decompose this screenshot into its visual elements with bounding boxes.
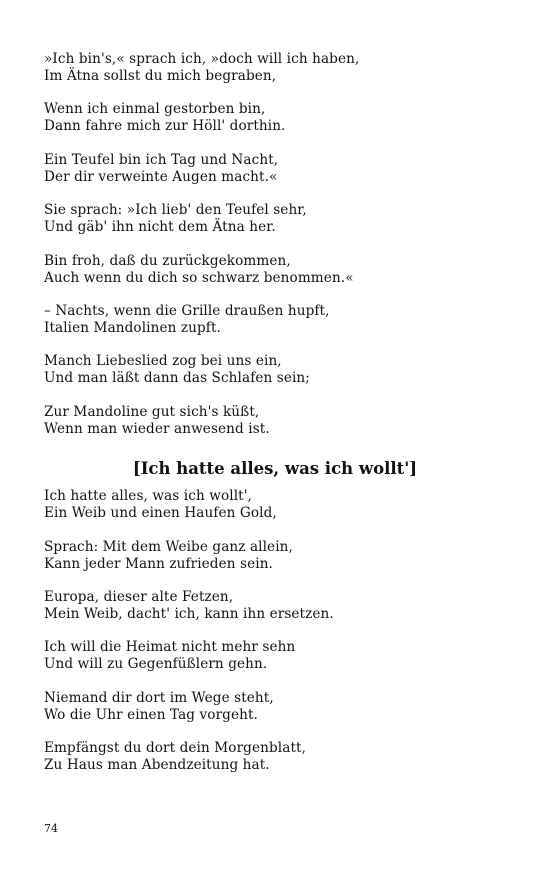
verse-line: Ein Weib und einen Haufen Gold,	[44, 505, 277, 521]
verse-line: Kann jeder Mann zufrieden sein.	[44, 556, 273, 572]
verse-line: Manch Liebeslied zog bei uns ein,	[44, 353, 282, 369]
verse-line: Ich hatte alles, was ich wollt',	[44, 488, 252, 504]
verse-line: Italien Mandolinen zupft.	[44, 320, 221, 336]
verse-line: Zu Haus man Abendzeitung hat.	[44, 757, 270, 773]
verse-line: Mein Weib, dacht' ich, kann ihn ersetzen.	[44, 606, 334, 622]
verse-line: Der dir verweinte Augen macht.«	[44, 169, 278, 185]
verse-line: Empfängst du dort dein Morgenblatt,	[44, 740, 306, 756]
verse-line: Und man läßt dann das Schlafen sein;	[44, 370, 310, 386]
verse-line: Im Ätna sollst du mich begraben,	[44, 68, 277, 84]
verse-line: – Nachts, wenn die Grille draußen hupft,	[44, 303, 330, 319]
poem-title: [Ich hatte alles, was ich wollt']	[132, 459, 418, 478]
verse-line: Bin froh, daß du zurückgekommen,	[44, 253, 291, 269]
verse-line: Auch wenn du dich so schwarz benommen.«	[44, 270, 354, 286]
verse-line: Ein Teufel bin ich Tag und Nacht,	[44, 152, 279, 168]
verse-line: Sie sprach: »Ich lieb' den Teufel sehr,	[44, 202, 307, 218]
verse-line: »Ich bin's,« sprach ich, »doch will ich haben,	[44, 51, 360, 67]
verse-line: Wo die Uhr einen Tag vorgeht.	[44, 707, 258, 723]
verse-line: Zur Mandoline gut sich's küßt,	[44, 404, 260, 420]
verse-line: Niemand dir dort im Wege steht,	[44, 690, 274, 706]
verse-line: Wenn ich einmal gestorben bin,	[44, 101, 266, 117]
verse-line: Europa, dieser alte Fetzen,	[44, 589, 234, 605]
page-number: 74	[44, 822, 58, 835]
verse-line: Sprach: Mit dem Weibe ganz allein,	[44, 539, 293, 555]
verse-line: Und will zu Gegenfüßlern gehn.	[44, 656, 268, 672]
verse-line: Und gäb' ihn nicht dem Ätna her.	[44, 219, 276, 235]
verse-line: Dann fahre mich zur Höll' dorthin.	[44, 118, 286, 134]
verse-line: Wenn man wieder anwesend ist.	[44, 421, 270, 437]
verse-line: Ich will die Heimat nicht mehr sehn	[44, 639, 296, 655]
